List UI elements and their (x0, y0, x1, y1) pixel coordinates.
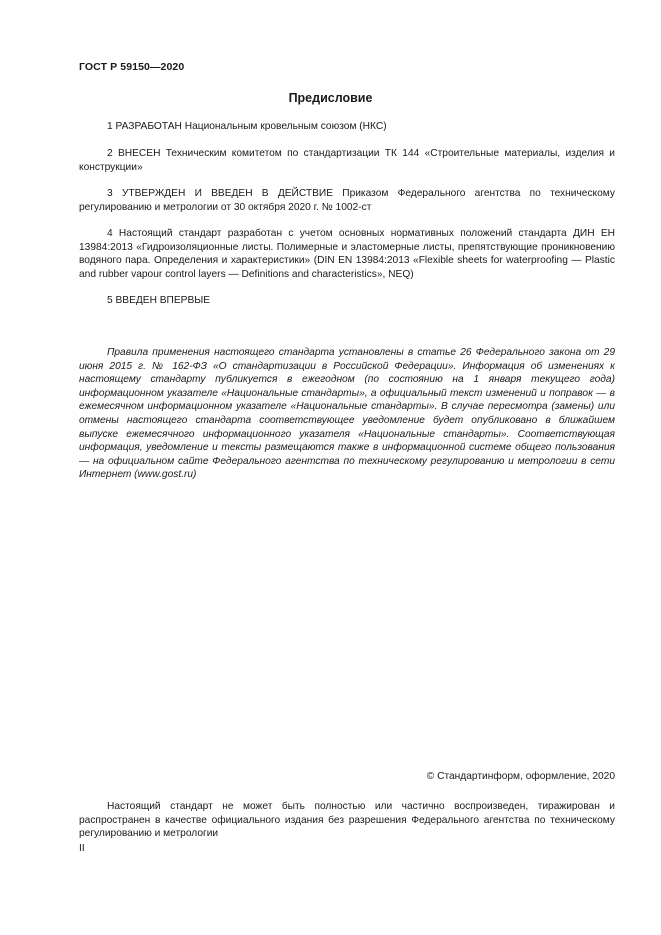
foreword-item-5: 5 ВВЕДЕН ВПЕРВЫЕ (107, 295, 211, 306)
foreword-item-2: 2 ВНЕСЕН Техническим комитетом по стандартизации ТК 144 «Строительные материалы, изделия и конструкции» (79, 148, 615, 173)
foreword-item-3: 3 УТВЕРЖДЕН И ВВЕДЕН В ДЕЙСТВИЕ Приказом Федерального агентства по техническому регулированию и метрологии от 30 октября 2020 г. № 1002-ст (79, 188, 615, 213)
foreword-item-4: 4 Настоящий стандарт разработан с учетом основных нормативных положений стандарта ДИН ЕН 13984:2013 «Гидроизоляционные листы. Полимерные и эластомерные листы, препятствующие проникновению водяного пара. Определения и характеристики» (DIN EN 13984:2013 «Flexible sheets for waterproofing — Plastic and rubber vapour control layers — Definitions and characteristics», NEQ) (79, 228, 615, 280)
copyright-notice: © Стандартинформ, оформление, 2020 (426, 771, 615, 782)
page-number: II (79, 843, 85, 854)
reproduction-notice: Настоящий стандарт не может быть полностью или частично воспроизведен, тиражирован и распространен в качестве официального издания без разрешения Федерального агентства по техническому регулированию и метрологии (79, 801, 615, 840)
page-title: Предисловие (288, 91, 373, 105)
application-rules-notice: Правила применения настоящего стандарта установлены в статье 26 Федерального закона от 29 июня 2015 г. № 162-ФЗ «О стандартизации в Российской Федерации». Информация об изменениях к настоящему стандарту публикуется в ежегодном (по состоянию на 1 января текущего года) информационном указателе «Национальные стандарты», а официальный текст изменений и поправок — в ежемесячном информационном указателе «Национальные стандарты». В случае пересмотра (замены) или отмены настоящего стандарта соответствующее уведомление будет опубликовано в ближайшем выпуске ежемесячного информационного указателя «Национальные стандарты». Соответствующая информация, уведомление и тексты размещаются также в информационной системе общего пользования — на официальном сайте Федерального агентства по техническому регулированию и метрологии в сети Интернет (www.gost.ru) (79, 347, 615, 481)
foreword-item-1: 1 РАЗРАБОТАН Национальным кровельным союзом (НКС) (107, 121, 387, 132)
document-code: ГОСТ Р 59150—2020 (79, 61, 185, 73)
